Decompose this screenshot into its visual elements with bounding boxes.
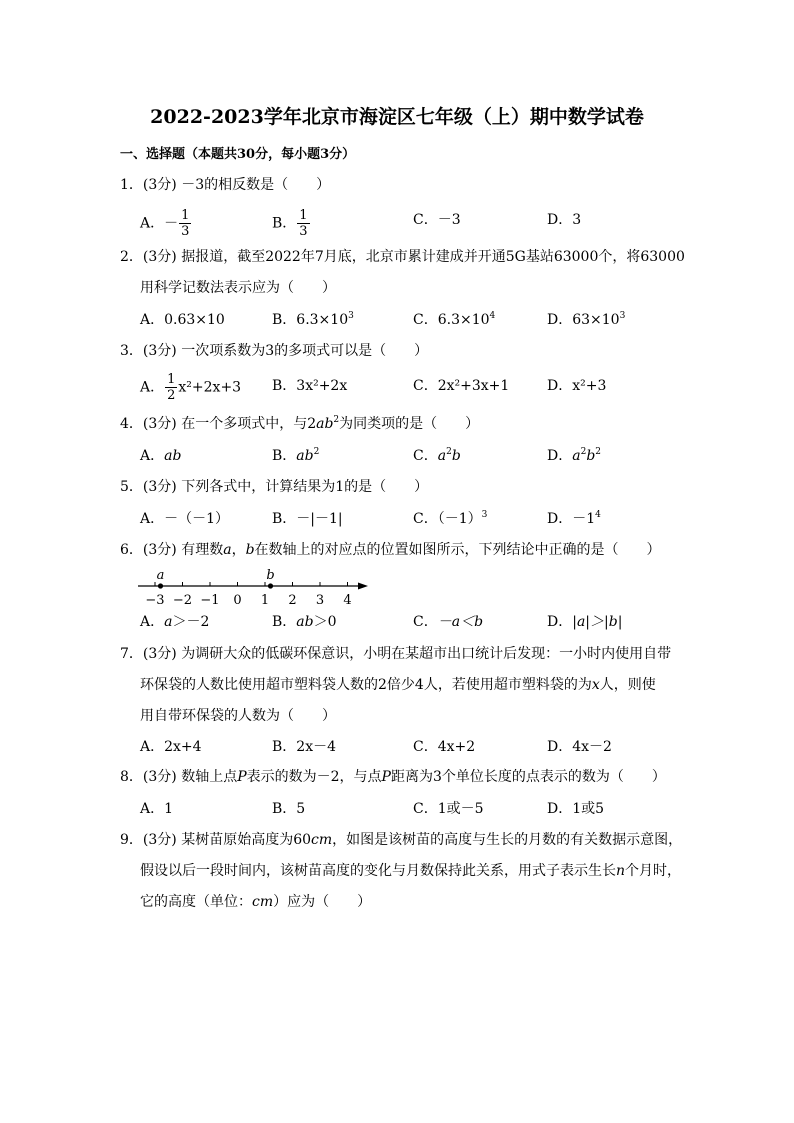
axis-tick-label: 0 xyxy=(233,593,242,608)
arrow-right-icon xyxy=(358,583,368,590)
axis-tick-label: 2 xyxy=(288,593,297,608)
axis-tick-label: 1 xyxy=(260,593,270,608)
q6-option-d: D．|a|＞|b| xyxy=(547,614,623,630)
q6-option-c: C．－a＜b xyxy=(413,614,484,630)
question-3-stem: 3．(3分) 一次项系数为3的多项式可以是（ ） xyxy=(120,343,429,359)
q1-option-b xyxy=(272,208,311,239)
point-b-label: b xyxy=(266,568,275,583)
section-heading: 一、选择题（本题共30分，每小题3分） xyxy=(120,147,356,162)
q2-option-c: C．$6.3\times 10^4$ xyxy=(413,311,496,328)
number-line-figure xyxy=(138,568,378,610)
question-5-stem: 5．(3分) 下列各式中，计算结果为1的是（ ） xyxy=(120,479,429,495)
question-6-stem: 6．(3分) 有理数a，b在数轴上的对应点的位置如图所示，下列结论中正确的是（ ） xyxy=(120,542,661,558)
q2-option-d: D．$63\times 10^3$ xyxy=(547,311,626,328)
axis-tick-label: −3 xyxy=(145,593,165,608)
question-4-stem: 4．(3分) 在一个多项式中，与$2ab^2$为同类项的是（ ） xyxy=(120,415,480,432)
q8-option-d: D．1或5 xyxy=(547,801,605,817)
q5-option-d: D．$-1^4$ xyxy=(547,510,601,527)
point-b-dot xyxy=(268,583,273,588)
axis-tick-label: −1 xyxy=(200,593,220,608)
question-8-stem: 8．(3分) 数轴上点P表示的数为－2，与点P距离为3个单位长度的点表示的数为（ ） xyxy=(120,769,666,785)
fraction: $\frac{1}{2}$ xyxy=(167,372,176,403)
q8-option-a: A．1 xyxy=(140,801,174,817)
q2-option-b: B．$6.3\times 10^3$ xyxy=(272,311,354,328)
q4-option-c: C．$a^2b$ xyxy=(413,447,461,464)
question-7-stem-line1: 7．(3分) 为调研大众的低碳环保意识，小明在某超市出口统计后发现：一小时内使用自带 xyxy=(120,646,672,662)
q2-option-a: A．0.63×10 xyxy=(140,312,225,328)
q4-option-b: B．$ab^2$ xyxy=(272,447,320,464)
question-1-stem: 1．(3分) －3的相反数是（ ） xyxy=(120,177,331,193)
question-2-stem-line1: 2．(3分) 据报道，截至2022年7月底，北京市累计建成并开通5G基站63000个，将63000 xyxy=(120,249,685,265)
q7-option-b: B．2x－4 xyxy=(272,739,336,755)
q7-option-a: A．2x+4 xyxy=(140,739,202,755)
question-2-stem-line2: 用科学记数法表示应为（ ） xyxy=(140,280,336,296)
q3-option-b: B．3x²+2x xyxy=(272,378,348,394)
option-label: B． xyxy=(272,215,297,232)
q6-option-b: B．ab＞0 xyxy=(272,614,337,630)
q7-option-d: D．4x－2 xyxy=(547,739,612,755)
q5-option-a: A．－（－1） xyxy=(140,511,230,527)
q3-option-a: A． $\frac{1}{2}$ x²+2x+3 xyxy=(140,372,242,403)
q5-option-b: B．－|－1| xyxy=(272,511,343,527)
q1-option-a xyxy=(140,208,192,239)
q4-option-a: A．ab xyxy=(140,448,182,464)
q4-option-d: D．$a^2b^2$ xyxy=(547,447,602,464)
axis-tick-label: 3 xyxy=(315,593,325,608)
question-7-stem-line3: 用自带环保袋的人数为（ ） xyxy=(140,708,336,724)
q3-option-c: C．2x²+3x+1 xyxy=(413,378,510,394)
point-a-dot xyxy=(158,583,163,588)
page-title: 2022-2023学年北京市海淀区七年级（上）期中数学试卷 xyxy=(150,106,644,128)
q7-option-c: C．4x+2 xyxy=(413,739,476,755)
q3-option-d: D．x²+3 xyxy=(547,378,607,394)
q1-option-c: C．－3 xyxy=(413,212,461,228)
option-label: A．－ xyxy=(140,215,179,232)
fraction: $\frac{1}{3}$ xyxy=(181,208,190,239)
axis-tick-label: 4 xyxy=(343,593,352,608)
question-7-stem-line2: 环保袋的人数比使用超市塑料袋人数的2倍少4人，若使用超市塑料袋的为x人，则使 xyxy=(140,677,656,693)
axis-tick-label: −2 xyxy=(172,593,193,608)
question-9-stem-line2: 假设以后一段时间内，该树苗高度的变化与月数保持此关系，用式子表示生长n个月时， xyxy=(140,863,682,879)
q8-option-b: B．5 xyxy=(272,801,306,817)
fraction: $\frac{1}{3}$ xyxy=(299,208,308,239)
point-a-label: a xyxy=(156,568,165,583)
question-9-stem-line1: 9．(3分) 某树苗原始高度为60cm，如图是该树苗的高度与生长的月数的有关数据示意图， xyxy=(120,832,683,848)
q6-option-a: A．a＞－2 xyxy=(140,614,210,630)
q5-option-c: C．$(-1)^3$ xyxy=(413,510,488,527)
q8-option-c: C．1或－5 xyxy=(413,801,484,817)
question-9-stem-line3: 它的高度（单位：cm）应为（ ） xyxy=(140,894,372,910)
q1-option-d: D．3 xyxy=(547,212,582,228)
